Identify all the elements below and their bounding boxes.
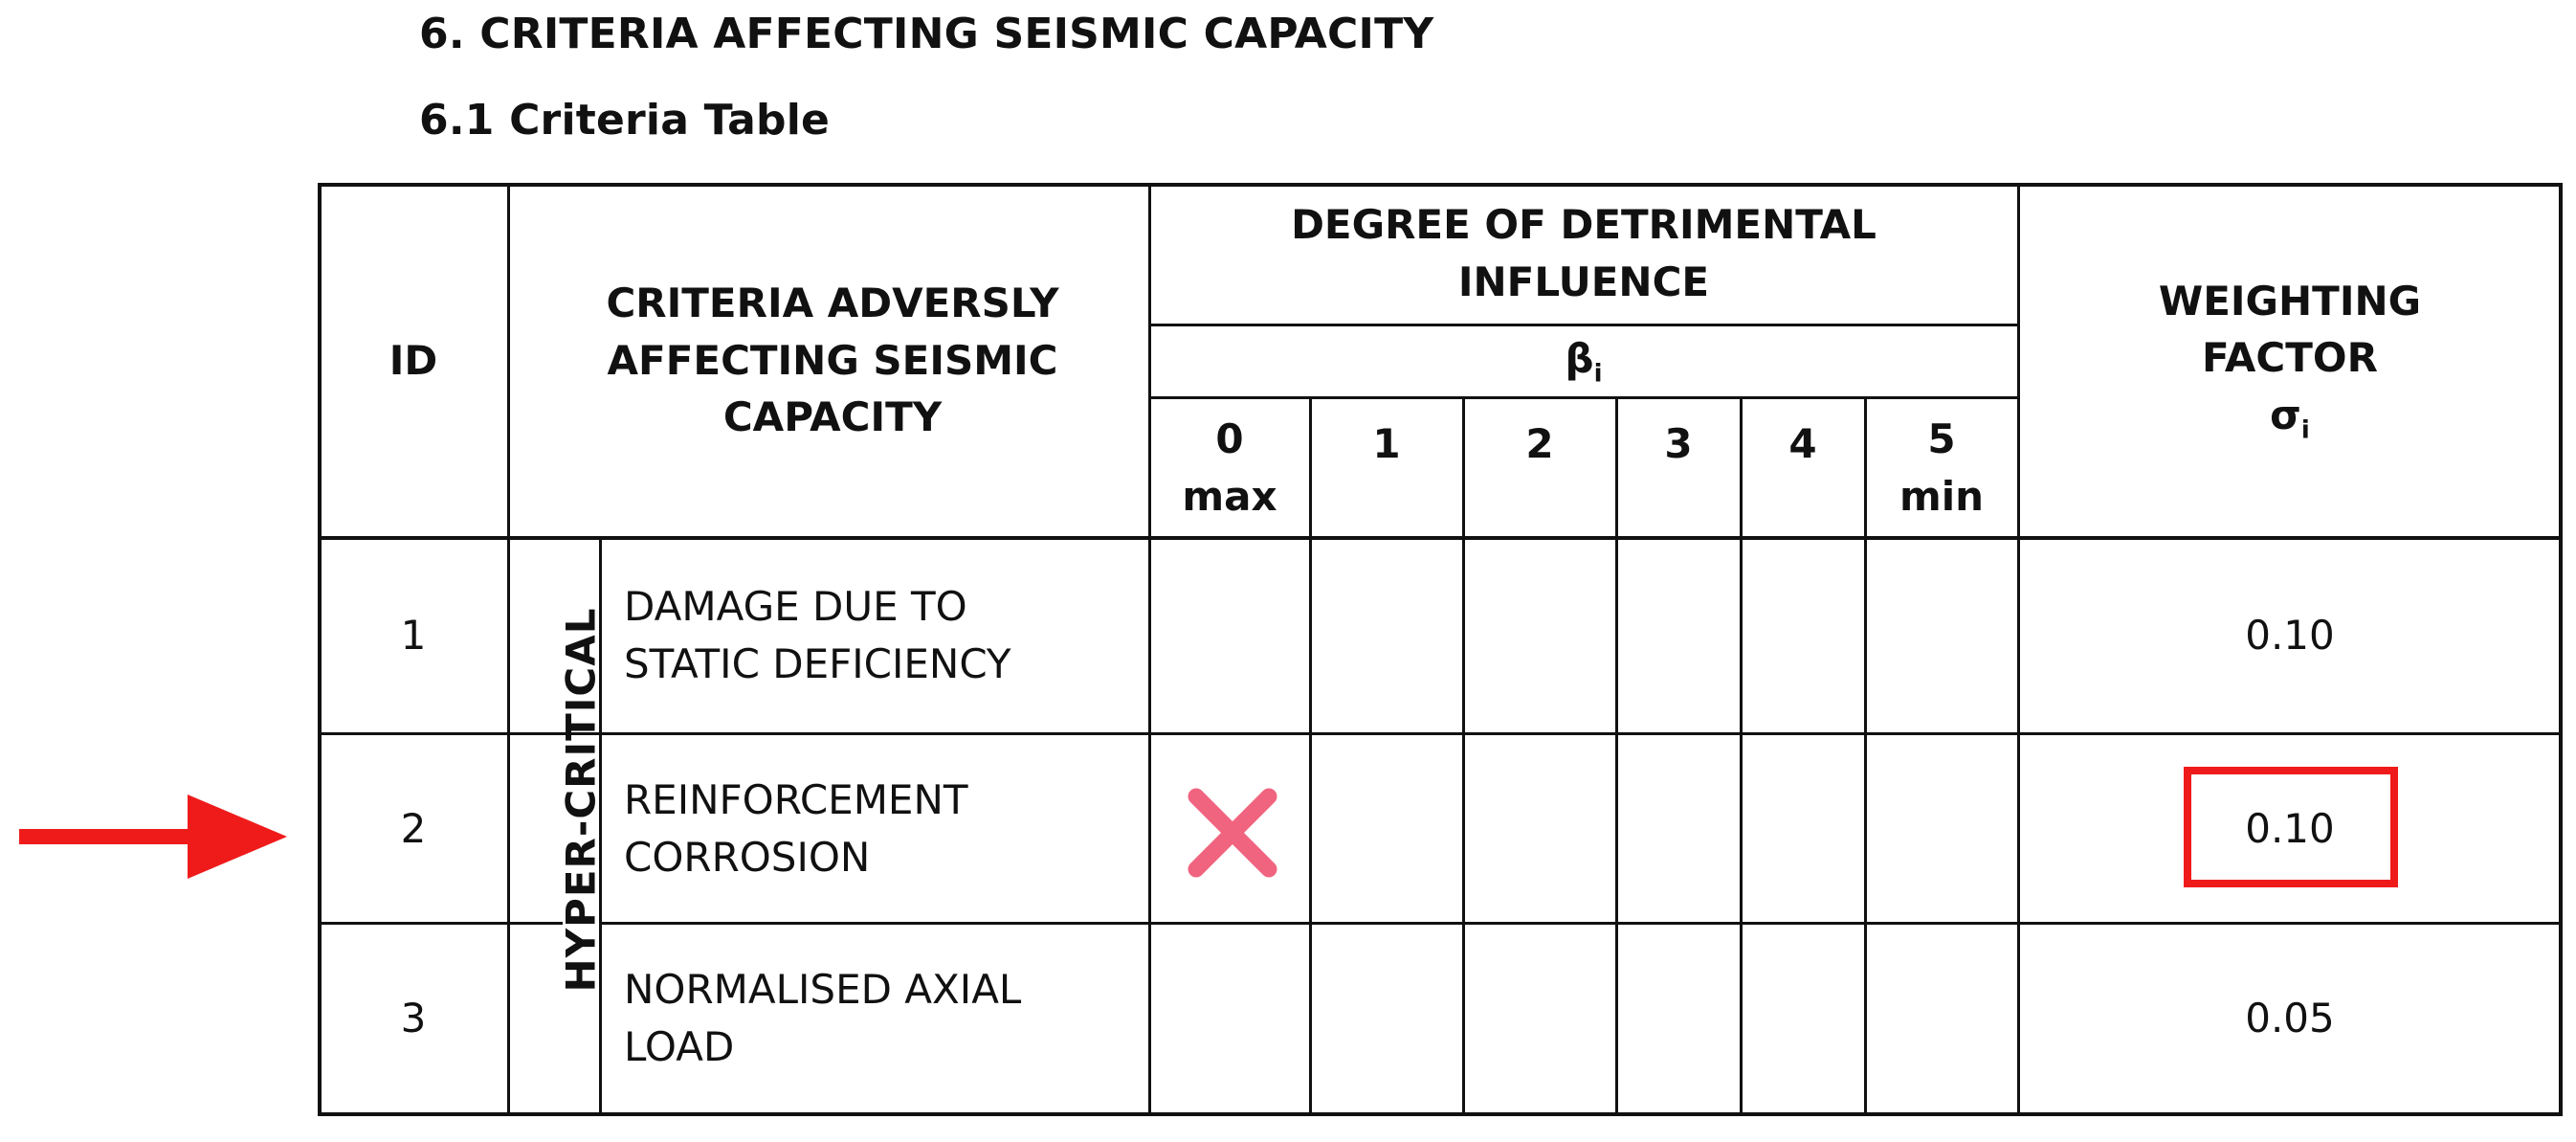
level-header-4: 4 xyxy=(1788,420,1817,467)
weighting-label: WEIGHTING FACTOR xyxy=(2158,277,2422,382)
table-row-2-id: 2 xyxy=(400,804,427,852)
level-header-3: 3 xyxy=(1664,420,1693,467)
table-row-1-criterion: DAMAGE DUE TO STATIC DEFICIENCY xyxy=(624,583,1011,687)
weight-highlight-box xyxy=(2184,767,2398,887)
table-row-2-criterion: REINFORCEMENT CORROSION xyxy=(624,775,968,881)
table-row-3-criterion: NORMALISED AXIAL LOAD xyxy=(624,966,1022,1070)
level-header-0: 0 max xyxy=(1182,415,1277,520)
header-weighting xyxy=(2019,183,2561,538)
table-row-3-id: 3 xyxy=(400,995,427,1042)
table-row-2-weight: 0.10 xyxy=(2245,804,2335,852)
row-pointer-arrow-icon xyxy=(19,791,287,883)
level-header-1: 1 xyxy=(1372,420,1401,467)
table-row-3-weight: 0.05 xyxy=(2245,995,2335,1042)
table-row-1-id: 1 xyxy=(400,612,427,660)
beta-symbol: β xyxy=(1565,334,1594,382)
header-beta xyxy=(1148,325,2019,397)
selection-x-mark-icon xyxy=(1183,783,1282,883)
sigma-label: $\sigma_i$ xyxy=(2270,391,2310,445)
header-degree: DEGREE OF DETRIMENTAL INFLUENCE xyxy=(1291,201,1876,305)
section-heading: 6. CRITERIA AFFECTING SEISMIC CAPACITY xyxy=(419,10,1434,58)
header-criteria: CRITERIA ADVERSLY AFFECTING SEISMIC CAPACITY xyxy=(606,280,1059,441)
level-header-2: 2 xyxy=(1525,420,1554,467)
criteria-column-rule xyxy=(1148,183,1151,1116)
subsection-heading: 6.1 Criteria Table xyxy=(419,96,831,145)
level-header-5: 5 min xyxy=(1899,415,1985,520)
header-id: ID xyxy=(389,336,438,384)
group-label-hyper-critical: HYPER-CRITICAL xyxy=(557,607,605,992)
beta-subscript: i xyxy=(1593,359,1603,389)
table-row-1-weight: 0.10 xyxy=(2245,612,2335,660)
